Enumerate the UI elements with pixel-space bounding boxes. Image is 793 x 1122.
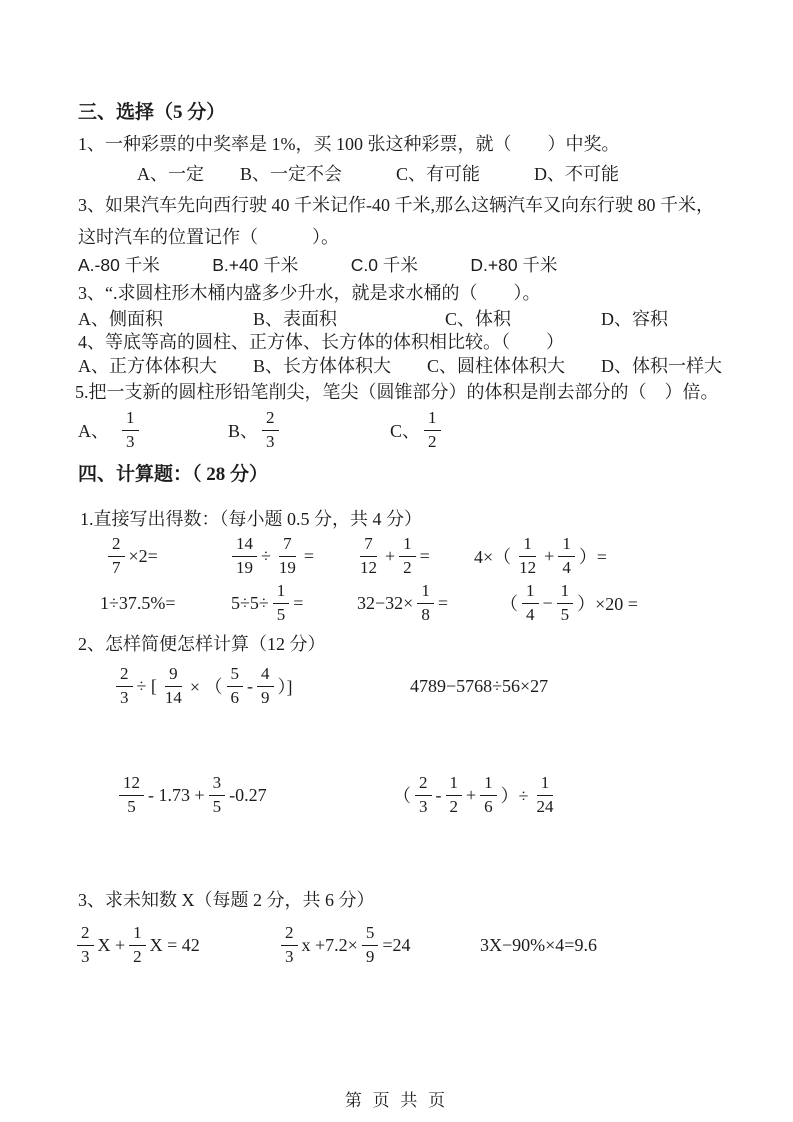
- math-text: （: [393, 786, 411, 806]
- fraction: $\frac{3}{5}$: [209, 773, 226, 817]
- fraction: $\frac{2}{3}$: [262, 408, 279, 452]
- math-text: A、: [78, 421, 118, 441]
- calc-row1-expr1: [104, 532, 158, 580]
- calc-row1-expr2: [228, 532, 314, 580]
- math-text: X +: [97, 934, 126, 955]
- fraction: $\frac{14}{19}$: [232, 534, 257, 578]
- choice-q4-options: A、正方体体积大 B、长方体体积大 C、圆柱体体积大 D、体积一样大: [78, 356, 723, 376]
- math-text: 32−32×: [357, 592, 414, 613]
- math-text: B、: [228, 421, 259, 441]
- section-choice-heading: 三、选择（5 分）: [78, 102, 226, 123]
- choice-q3-options: A、侧面积 B、表面积 C、体积 D、容积: [78, 309, 669, 329]
- math-text: ×2=: [128, 545, 158, 566]
- choice-q3-text: 3、“.求圆柱形木桶内盛多少升水，就是求水桶的（ ）。: [78, 283, 541, 303]
- solvex-expr1: [73, 920, 200, 970]
- math-text: -0.27: [229, 784, 267, 805]
- solvex-expr2: [277, 920, 410, 970]
- fraction: $\frac{1}{2}$: [129, 923, 146, 967]
- fraction: $\frac{1}{24}$: [536, 773, 554, 816]
- solvex-expr3: [480, 920, 597, 970]
- math-text: +: [544, 545, 555, 566]
- fraction: $\frac{2}{3}$: [116, 664, 133, 708]
- choice-q5-option-c: [390, 406, 445, 454]
- fraction: $\frac{1}{5}$: [273, 581, 290, 625]
- math-text: ）=: [578, 547, 607, 567]
- calc-row2-expr4: [500, 579, 638, 627]
- simplify-row2-left: [115, 770, 267, 820]
- math-text: X = 42: [149, 934, 200, 955]
- math-text: C、: [390, 421, 421, 441]
- math-text: -: [435, 784, 442, 805]
- calc-row2-expr1: [100, 579, 176, 627]
- math-text: （: [500, 594, 518, 614]
- fraction: $\frac{1}{2}$: [446, 773, 463, 817]
- fraction: $\frac{1}{12}$: [519, 534, 537, 577]
- fraction: $\frac{4}{9}$: [257, 664, 274, 708]
- math-text: - 1.73 +: [148, 784, 205, 805]
- math-text: 4×（: [474, 547, 512, 567]
- fraction: $\frac{7}{12}$: [360, 534, 377, 577]
- calc-row1-expr4: [474, 532, 607, 580]
- fraction: $\frac{1}{6}$: [480, 773, 497, 817]
- math-text: × （: [189, 677, 223, 697]
- fraction: $\frac{2}{3}$: [281, 923, 298, 967]
- fraction: $\frac{1}{2}$: [399, 534, 416, 578]
- fraction: $\frac{7}{19}$: [278, 534, 296, 577]
- calc-row2-expr3: [357, 579, 448, 627]
- math-text: 5÷5÷: [231, 592, 269, 613]
- choice-q4-text: 4、等底等高的圆柱、正方体、长方体的体积相比较。（ ）: [78, 332, 564, 352]
- choice-q1-options: A、一定 B、一定不会 C、有可能 D、不可能: [137, 164, 620, 184]
- choice-q1-text: 1、一种彩票的中奖率是 1%，买 100 张这种彩票，就（ ）中奖。: [78, 134, 620, 154]
- math-text: +: [466, 784, 477, 805]
- section-calc-heading: 四、计算题：（ 28 分）: [78, 464, 269, 485]
- fraction: $\frac{2}{7}$: [108, 534, 125, 578]
- math-text: ÷ [: [136, 675, 157, 696]
- math-text: 1÷37.5%=: [100, 592, 176, 613]
- fraction: $\frac{1}{2}$: [424, 408, 441, 452]
- math-text: =: [437, 592, 448, 613]
- fraction: $\frac{2}{3}$: [77, 923, 94, 967]
- simplify-row1-left: [112, 661, 293, 711]
- math-text: -: [247, 675, 254, 696]
- fraction: $\frac{2}{3}$: [415, 773, 432, 817]
- fraction: $\frac{1}{8}$: [417, 581, 434, 625]
- calc-write-title: 1.直接写出得数：（每小题 0.5 分，共 4 分）: [80, 509, 422, 529]
- fraction: $\frac{1}{4}$: [522, 581, 539, 625]
- simplify-row2-right: [393, 770, 562, 820]
- math-text: +: [385, 545, 396, 566]
- math-text: −: [542, 592, 553, 613]
- math-text: =: [419, 545, 430, 566]
- fraction: $\frac{1}{3}$: [122, 408, 139, 452]
- fraction: $\frac{1}{5}$: [557, 581, 574, 625]
- fraction: $\frac{5}{6}$: [227, 664, 244, 708]
- choice-q2-line2: 这时汽车的位置记作（ ）。: [78, 227, 339, 247]
- fraction: $\frac{5}{9}$: [362, 923, 379, 967]
- math-text: =: [303, 545, 315, 566]
- math-text: =24: [382, 934, 411, 955]
- calc-row2-expr2: [231, 579, 303, 627]
- fraction: $\frac{9}{14}$: [164, 664, 182, 707]
- page-footer: 第 页 共 页: [344, 1091, 449, 1110]
- fraction: $\frac{12}{5}$: [119, 773, 144, 817]
- fraction: $\frac{1}{4}$: [558, 534, 575, 578]
- math-text: 3X−90%×4=9.6: [480, 934, 597, 955]
- math-text: ）×20 =: [577, 594, 638, 614]
- choice-q5-option-b: [228, 406, 283, 454]
- choice-q2-line1: 3、如果汽车先向西行驶 40 千米记作-40 千米,那么这辆汽车又向东行驶 80 千米，: [78, 195, 714, 215]
- choice-q5-option-a: [78, 406, 143, 454]
- math-text: =: [293, 592, 304, 613]
- calc-simplify-title: 2、怎样简便怎样计算（12 分）: [78, 634, 326, 654]
- choice-q5-text: 5.把一支新的圆柱形铅笔削尖，笔尖（圆锥部分）的体积是削去部分的（ ）倍。: [75, 382, 719, 402]
- calc-row1-expr3: [352, 532, 430, 580]
- math-text: ）÷: [500, 786, 529, 806]
- calc-solvex-title: 3、求未知数 X（每题 2 分，共 6 分）: [78, 890, 375, 910]
- simplify-row1-right: [410, 661, 548, 711]
- math-text: 4789−5768÷56×27: [410, 675, 549, 696]
- math-text: ）]: [277, 677, 293, 697]
- math-text: x +7.2×: [301, 934, 358, 955]
- choice-q2-options: A.-80 千米 B.+40 千米 C.0 千米 D.+80 千米: [78, 255, 558, 275]
- math-text: ÷: [261, 545, 271, 566]
